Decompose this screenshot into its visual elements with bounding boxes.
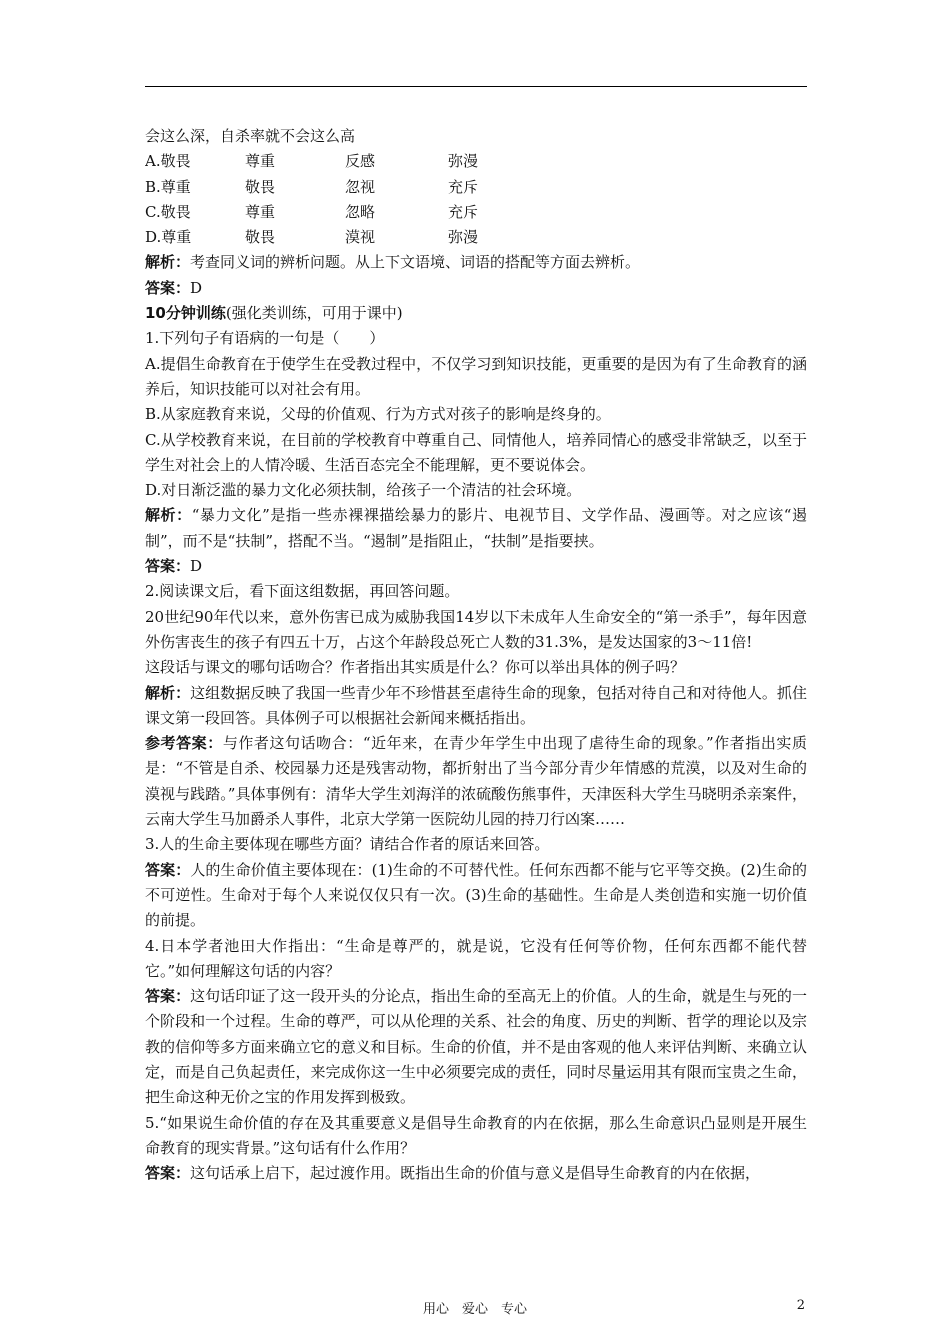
q2-stem: 2.阅读课文后，看下面这组数据，再回答问题。 xyxy=(145,582,460,601)
intro-line: 会这么深，自杀率就不会这么高 xyxy=(145,127,356,145)
option-c: C.敬畏 尊重 忽略 充斥 xyxy=(145,202,479,221)
q5-stem: 5.“如果说生命价值的存在及其重要意义是倡导生命教育的内在依据，那么生命意识凸显则是开展生命教育的现实背景。”这句话有什么作用？ xyxy=(145,1113,807,1157)
option-d: D.尊重 敬畏 漠视 弥漫 xyxy=(145,228,479,247)
q1-option-c: C.从学校教育来说，在目前的学校教育中尊重自己、同情他人，培养同情心的感受非常缺乏，以至于学生对社会上的人情冷暖、生活百态完全不能理解，更不要说体会。 xyxy=(145,430,807,474)
q1-option-b: B.从家庭教育来说，父母的价值观、行为方式对孩子的影响是终身的。 xyxy=(145,405,611,424)
q2-analysis: 解析：这组数据反映了我国一些青少年不珍惜甚至虐待生命的现象，包括对待自己和对待他人。抓住课文第一段回答。具体例子可以根据社会新闻来概括指出。 xyxy=(145,683,807,727)
q1-option-d: D.对日渐泛滥的暴力文化必须扶制，给孩子一个清洁的社会环境。 xyxy=(145,481,582,500)
page-footer xyxy=(0,1298,950,1318)
page-number: 2 xyxy=(796,1298,805,1313)
q2-answer: 参考答案：与作者这句话吻合：“近年来，在青少年学生中出现了虐待生命的现象。”作者指出实质是：“不管是自杀、校园暴力还是残害动物，都折射出了当今部分青少年情感的荒漠，以及对生命的漠视与践踏。”具体事例有：清华大学生刘海洋的浓硫酸伤熊事件，天津医科大学生马晓明杀亲案件，云南大学生马加爵杀人事件，北京大学第一医院幼儿园的持刀行凶案…… xyxy=(145,734,807,829)
footer-motto: 用心 爱心 专心 xyxy=(422,1302,527,1317)
section-title: 10分钟训练 xyxy=(145,304,226,323)
q1-option-a: A.提倡生命教育在于使学生在受教过程中，不仅学习到知识技能，更重要的是因为有了生命教育的涵养后，知识技能可以对社会有用。 xyxy=(145,354,807,398)
document-body xyxy=(145,124,807,1186)
q3-answer: 答案：人的生命价值主要体现在：(1)生命的不可替代性。任何东西都不能与它平等交换。(2)生命的不可逆性。生命对于每个人来说仅仅只有一次。(3)生命的基础性。生命是人类创造和实施一切价值的前提。 xyxy=(145,860,807,930)
q4-stem: 4.日本学者池田大作指出：“生命是尊严的，就是说，它没有任何等价物，任何东西都不能代替它。”如何理解这句话的内容？ xyxy=(145,936,807,980)
q5-answer: 答案：这句话承上启下，起过渡作用。既指出生命的价值与意义是倡导生命教育的内在依据， xyxy=(145,1164,761,1183)
q1-stem: 1.下列句子有语病的一句是（ ） xyxy=(145,329,385,348)
q4-answer: 答案：这句话印证了这一段开头的分论点，指出生命的至高无上的价值。人的生命，就是生与死的一个阶段和一个过程。生命的尊严，可以从伦理的关系、社会的角度、历史的判断、哲学的理论以及宗教的信仰等多方面来确立它的意义和目标。生命的价值，并不是由客观的他人来评估判断、来确立认定，而是自己负起责任，来完成你这一生中必须要完成的责任，同时尽量运用其有限而宝贵之生命，把生命这种无价之宝的作用发挥到极致。 xyxy=(145,987,807,1107)
section-subtitle: (强化类训练，可用于课中) xyxy=(225,304,403,323)
q3-stem: 3.人的生命主要体现在哪些方面？请结合作者的原话来回答。 xyxy=(145,835,550,854)
q0-answer: 答案：D xyxy=(145,278,203,297)
option-b: B.尊重 敬畏 忽视 充斥 xyxy=(145,177,479,196)
q2-question: 这段话与课文的哪句话吻合？作者指出其实质是什么？你可以举出具体的例子吗？ xyxy=(145,658,686,677)
q1-analysis: 解析：“暴力文化”是指一些赤裸裸描绘暴力的影片、电视节目、文学作品、漫画等。对之应该“遏制”，而不是“扶制”，搭配不当。“遏制”是指阻止，“扶制”是指要挟。 xyxy=(145,506,807,550)
section-heading xyxy=(145,301,807,326)
q1-answer: 答案：D xyxy=(145,557,203,576)
q2-data: 20世纪90年代以来，意外伤害已成为威胁我国14岁以下未成年人生命安全的“第一杀手”，每年因意外伤害丧生的孩子有四五十万，占这个年龄段总死亡人数的31.3%，是发达国家的3～11倍! xyxy=(145,607,807,651)
q0-analysis: 解析：考查同义词的辨析问题。从上下文语境、词语的搭配等方面去辨析。 xyxy=(145,253,641,272)
header-rule xyxy=(145,86,807,87)
option-a: A.敬畏 尊重 反感 弥漫 xyxy=(145,152,479,171)
